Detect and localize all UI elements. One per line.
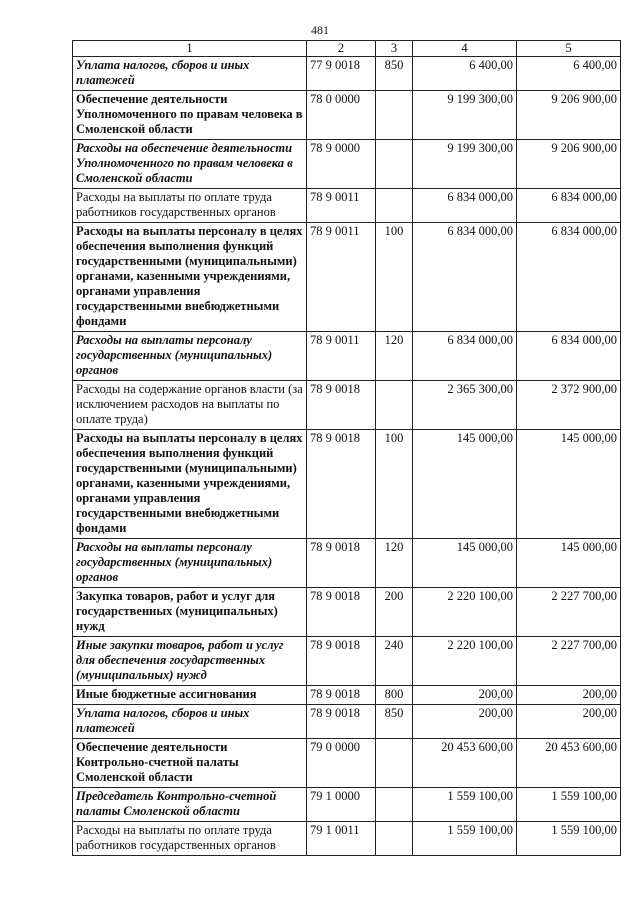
row-name: Расходы на обеспечение деятельности Уполномоченного по правам человека в Смоленской области	[73, 140, 307, 189]
row-name: Расходы на содержание органов власти (за исключением расходов на выплаты по оплате труда)	[73, 381, 307, 430]
budget-table	[72, 40, 621, 856]
row-amount-col4: 1 559 100,00	[413, 822, 517, 856]
column-number-3: 3	[376, 41, 413, 57]
row-code: 78 0 0000	[307, 91, 376, 140]
row-amount-col5: 9 206 900,00	[517, 91, 621, 140]
row-amount-col5: 145 000,00	[517, 430, 621, 539]
column-number-row	[73, 41, 621, 57]
table-row	[73, 637, 621, 686]
row-expense-type	[376, 739, 413, 788]
row-amount-col4: 6 834 000,00	[413, 189, 517, 223]
table-row	[73, 705, 621, 739]
row-expense-type: 800	[376, 686, 413, 705]
row-expense-type: 240	[376, 637, 413, 686]
row-name: Расходы на выплаты по оплате труда работников государственных органов	[73, 822, 307, 856]
row-code: 79 0 0000	[307, 739, 376, 788]
row-amount-col4: 1 559 100,00	[413, 788, 517, 822]
row-name: Закупка товаров, работ и услуг для государственных (муниципальных) нужд	[73, 588, 307, 637]
table-row	[73, 430, 621, 539]
row-code: 78 9 0018	[307, 381, 376, 430]
table-row	[73, 223, 621, 332]
row-name: Расходы на выплаты персоналу государственных (муниципальных) органов	[73, 539, 307, 588]
row-code: 78 9 0018	[307, 637, 376, 686]
row-code: 78 9 0018	[307, 705, 376, 739]
page-number: 481	[311, 23, 329, 37]
row-code: 78 9 0018	[307, 539, 376, 588]
row-amount-col5: 2 227 700,00	[517, 588, 621, 637]
table-row	[73, 332, 621, 381]
row-expense-type	[376, 381, 413, 430]
row-amount-col4: 200,00	[413, 686, 517, 705]
column-number-1: 1	[73, 41, 307, 57]
row-code: 78 9 0011	[307, 223, 376, 332]
row-amount-col4: 2 220 100,00	[413, 588, 517, 637]
row-name: Расходы на выплаты по оплате труда работников государственных органов	[73, 189, 307, 223]
column-number-2: 2	[307, 41, 376, 57]
row-amount-col4: 145 000,00	[413, 430, 517, 539]
table-row	[73, 788, 621, 822]
row-expense-type	[376, 822, 413, 856]
row-amount-col5: 6 834 000,00	[517, 189, 621, 223]
row-expense-type: 850	[376, 705, 413, 739]
row-name: Обеспечение деятельности Уполномоченного по правам человека в Смоленской области	[73, 91, 307, 140]
row-code: 79 1 0011	[307, 822, 376, 856]
table-row	[73, 91, 621, 140]
row-amount-col5: 200,00	[517, 686, 621, 705]
table-row	[73, 189, 621, 223]
table-row	[73, 588, 621, 637]
row-amount-col5: 1 559 100,00	[517, 788, 621, 822]
row-amount-col5: 2 372 900,00	[517, 381, 621, 430]
row-name: Расходы на выплаты персоналу в целях обеспечения выполнения функций государственными (муниципальными) органами, казенными учреждениями, органами управления государственными внебюджетными фондами	[73, 223, 307, 332]
row-amount-col4: 2 365 300,00	[413, 381, 517, 430]
row-code: 78 9 0011	[307, 189, 376, 223]
row-amount-col5: 6 400,00	[517, 57, 621, 91]
row-code: 78 9 0018	[307, 430, 376, 539]
row-amount-col4: 20 453 600,00	[413, 739, 517, 788]
row-amount-col5: 6 834 000,00	[517, 332, 621, 381]
row-expense-type: 100	[376, 223, 413, 332]
row-name: Расходы на выплаты персоналу в целях обеспечения выполнения функций государственными (муниципальными) органами, казенными учреждениями, органами управления государственными внебюджетными фондами	[73, 430, 307, 539]
row-amount-col4: 6 834 000,00	[413, 223, 517, 332]
row-expense-type	[376, 189, 413, 223]
row-name: Обеспечение деятельности Контрольно-счетной палаты Смоленской области	[73, 739, 307, 788]
row-amount-col5: 200,00	[517, 705, 621, 739]
row-expense-type	[376, 788, 413, 822]
row-amount-col5: 6 834 000,00	[517, 223, 621, 332]
row-name: Иные закупки товаров, работ и услуг для обеспечения государственных (муниципальных) нужд	[73, 637, 307, 686]
row-name: Иные бюджетные ассигнования	[73, 686, 307, 705]
column-number-4: 4	[413, 41, 517, 57]
table-row	[73, 140, 621, 189]
row-amount-col5: 2 227 700,00	[517, 637, 621, 686]
row-name: Уплата налогов, сборов и иных платежей	[73, 57, 307, 91]
row-code: 78 9 0018	[307, 686, 376, 705]
row-amount-col4: 2 220 100,00	[413, 637, 517, 686]
row-code: 79 1 0000	[307, 788, 376, 822]
row-expense-type: 100	[376, 430, 413, 539]
row-amount-col4: 145 000,00	[413, 539, 517, 588]
table-row	[73, 381, 621, 430]
row-name: Уплата налогов, сборов и иных платежей	[73, 705, 307, 739]
row-amount-col5: 9 206 900,00	[517, 140, 621, 189]
row-amount-col4: 6 834 000,00	[413, 332, 517, 381]
row-amount-col4: 6 400,00	[413, 57, 517, 91]
table-body	[73, 57, 621, 856]
row-amount-col5: 1 559 100,00	[517, 822, 621, 856]
row-expense-type: 120	[376, 539, 413, 588]
row-expense-type: 200	[376, 588, 413, 637]
row-expense-type: 850	[376, 57, 413, 91]
row-name: Председатель Контрольно-счетной палаты Смоленской области	[73, 788, 307, 822]
row-expense-type	[376, 140, 413, 189]
row-code: 78 9 0000	[307, 140, 376, 189]
table-row	[73, 57, 621, 91]
table-row	[73, 739, 621, 788]
row-code: 77 9 0018	[307, 57, 376, 91]
row-amount-col5: 20 453 600,00	[517, 739, 621, 788]
row-amount-col5: 145 000,00	[517, 539, 621, 588]
row-expense-type: 120	[376, 332, 413, 381]
table-row	[73, 539, 621, 588]
row-code: 78 9 0018	[307, 588, 376, 637]
row-expense-type	[376, 91, 413, 140]
row-amount-col4: 9 199 300,00	[413, 91, 517, 140]
row-amount-col4: 200,00	[413, 705, 517, 739]
column-number-5: 5	[517, 41, 621, 57]
row-name: Расходы на выплаты персоналу государственных (муниципальных) органов	[73, 332, 307, 381]
row-amount-col4: 9 199 300,00	[413, 140, 517, 189]
row-code: 78 9 0011	[307, 332, 376, 381]
table-row	[73, 822, 621, 856]
table-row	[73, 686, 621, 705]
